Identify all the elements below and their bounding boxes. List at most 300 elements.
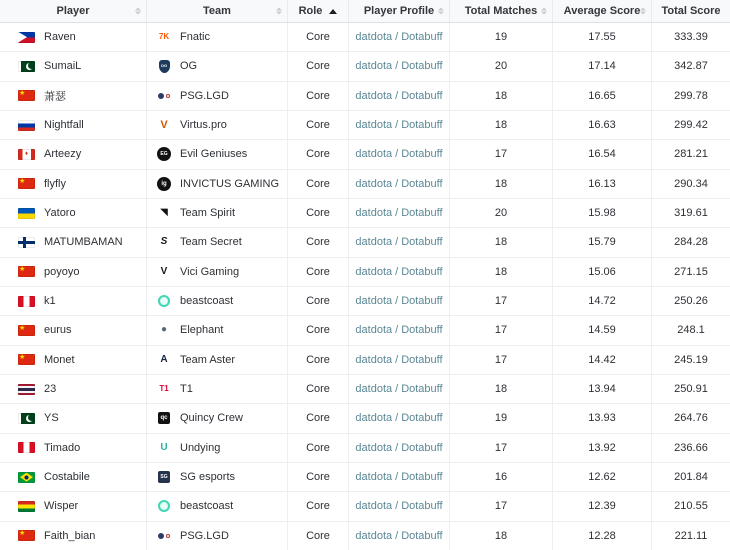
total-score-cell	[652, 316, 730, 344]
role-value: Core	[306, 60, 330, 73]
dotabuff-link[interactable]: Dotabuff	[401, 529, 443, 542]
link-separator: /	[395, 119, 399, 132]
average-score-cell	[553, 228, 652, 256]
total-matches-cell	[450, 82, 553, 110]
average-score-cell	[553, 111, 652, 139]
total-matches-value: 16	[494, 471, 508, 484]
player-cell	[0, 463, 147, 491]
team-cell	[147, 170, 288, 198]
player-profile-cell	[349, 492, 450, 520]
table-row	[0, 463, 730, 492]
total-score-value: 342.87	[674, 60, 708, 73]
link-separator: /	[395, 441, 399, 454]
datdota-link[interactable]: datdota	[355, 177, 393, 190]
total-matches-value: 19	[494, 31, 508, 44]
table-row	[0, 52, 730, 81]
flag-cn-icon: ★	[18, 178, 35, 189]
role-value: Core	[306, 471, 330, 484]
total-matches-cell	[450, 463, 553, 491]
team-name: SG esports	[180, 471, 236, 484]
flag-pk-icon	[18, 413, 35, 424]
flag-cn-icon: ★	[18, 354, 35, 365]
datdota-link[interactable]: datdota	[355, 353, 393, 366]
column-header-average-score[interactable]	[553, 0, 652, 22]
column-header-label: Average Score	[563, 5, 641, 17]
total-matches-value: 18	[494, 177, 508, 190]
team-logo-qc-icon: qc	[156, 410, 172, 426]
team-cell	[147, 463, 288, 491]
team-logo-ig-icon: ig	[156, 176, 172, 192]
total-matches-value: 17	[494, 148, 508, 161]
dotabuff-link[interactable]: Dotabuff	[401, 60, 443, 73]
datdota-link[interactable]: datdota	[355, 529, 393, 542]
average-score-cell	[553, 287, 652, 315]
table-body	[0, 23, 730, 550]
average-score-value: 12.39	[588, 500, 616, 513]
table-row	[0, 111, 730, 140]
team-cell	[147, 346, 288, 374]
dotabuff-link[interactable]: Dotabuff	[401, 148, 443, 161]
column-header-player[interactable]	[0, 0, 147, 22]
link-separator: /	[395, 89, 399, 102]
team-logo-elephant-icon: ●	[160, 324, 168, 336]
player-cell	[0, 199, 147, 227]
total-matches-value: 18	[494, 119, 508, 132]
average-score-cell	[553, 170, 652, 198]
average-score-cell	[553, 140, 652, 168]
player-profile-cell	[349, 140, 450, 168]
team-cell	[147, 434, 288, 462]
table-row	[0, 434, 730, 463]
team-name: Elephant	[180, 324, 224, 337]
flag-pk-icon	[18, 61, 35, 72]
role-value: Core	[306, 500, 330, 513]
team-name: Team Aster	[180, 353, 236, 366]
player-profile-cell	[349, 463, 450, 491]
team-logo-psglgd-icon	[156, 528, 172, 544]
average-score-value: 15.06	[588, 265, 616, 278]
link-separator: /	[395, 529, 399, 542]
team-name: PSG.LGD	[180, 529, 229, 542]
team-name: Undying	[180, 441, 221, 454]
total-score-cell	[652, 463, 730, 491]
role-cell	[288, 23, 349, 51]
role-value: Core	[306, 89, 330, 102]
flag-cn-icon: ★	[18, 530, 35, 541]
flag-ru-icon	[18, 120, 35, 131]
player-name: 23	[44, 383, 57, 396]
total-matches-cell	[450, 316, 553, 344]
total-score-cell	[652, 404, 730, 432]
datdota-link[interactable]: datdota	[355, 148, 393, 161]
player-cell	[0, 82, 147, 110]
team-logo-vici-icon: V	[160, 265, 168, 277]
player-name: Nightfall	[44, 119, 84, 132]
player-profile-cell	[349, 346, 450, 374]
link-separator: /	[395, 31, 399, 44]
total-score-value: 250.91	[674, 383, 708, 396]
average-score-cell	[553, 316, 652, 344]
player-profile-cell	[349, 170, 450, 198]
average-score-value: 16.63	[588, 119, 616, 132]
total-matches-cell	[450, 258, 553, 286]
sort-carets-icon	[135, 8, 141, 15]
dotabuff-link[interactable]: Dotabuff	[401, 89, 443, 102]
team-logo-fnatic-icon: 7K	[158, 32, 170, 42]
dotabuff-link[interactable]: Dotabuff	[401, 295, 443, 308]
datdota-link[interactable]: datdota	[355, 89, 393, 102]
role-cell	[288, 170, 349, 198]
datdota-link[interactable]: datdota	[355, 383, 393, 396]
role-cell	[288, 140, 349, 168]
player-name: eurus	[44, 324, 72, 337]
average-score-cell	[553, 375, 652, 403]
team-logo-beastcoast-icon	[156, 498, 172, 514]
total-matches-cell	[450, 228, 553, 256]
total-score-value: 333.39	[674, 31, 708, 44]
team-cell	[147, 23, 288, 51]
total-matches-value: 17	[494, 353, 508, 366]
player-profile-cell	[349, 316, 450, 344]
total-score-value: 281.21	[674, 148, 708, 161]
dotabuff-link[interactable]: Dotabuff	[401, 471, 443, 484]
average-score-value: 13.94	[588, 383, 616, 396]
average-score-value: 16.54	[588, 148, 616, 161]
player-name: Arteezy	[44, 148, 82, 161]
dotabuff-link[interactable]: Dotabuff	[401, 353, 443, 366]
team-cell	[147, 52, 288, 80]
total-score-cell	[652, 522, 730, 550]
player-cell	[0, 140, 147, 168]
total-score-value: 201.84	[674, 471, 708, 484]
total-matches-value: 20	[494, 60, 508, 73]
total-matches-cell	[450, 375, 553, 403]
total-matches-value: 17	[494, 500, 508, 513]
player-cell	[0, 522, 147, 550]
link-separator: /	[395, 471, 399, 484]
total-score-value: 299.42	[674, 119, 708, 132]
column-header-team[interactable]	[147, 0, 288, 22]
team-name: OG	[180, 60, 198, 73]
player-cell	[0, 404, 147, 432]
team-name: Virtus.pro	[180, 119, 227, 132]
team-logo-spirit-icon: ◥	[160, 207, 168, 219]
total-matches-cell	[450, 170, 553, 198]
role-value: Core	[306, 412, 330, 425]
total-score-cell	[652, 492, 730, 520]
role-value: Core	[306, 441, 330, 454]
team-cell	[147, 522, 288, 550]
team-name: beastcoast	[180, 295, 234, 308]
total-matches-cell	[450, 140, 553, 168]
role-cell	[288, 434, 349, 462]
average-score-cell	[553, 434, 652, 462]
team-cell	[147, 199, 288, 227]
total-matches-cell	[450, 199, 553, 227]
team-name: INVICTUS GAMING	[180, 177, 280, 190]
datdota-link[interactable]: datdota	[355, 295, 393, 308]
average-score-value: 12.28	[588, 529, 616, 542]
team-name: Team Secret	[180, 236, 242, 249]
flag-pe-icon	[18, 442, 35, 453]
player-cell	[0, 316, 147, 344]
dotabuff-link[interactable]: Dotabuff	[401, 441, 443, 454]
flag-cn-icon: ★	[18, 266, 35, 277]
team-cell	[147, 375, 288, 403]
total-matches-cell	[450, 287, 553, 315]
role-value: Core	[306, 529, 330, 542]
total-matches-value: 18	[494, 89, 508, 102]
team-name: Fnatic	[180, 31, 210, 44]
flag-ca-icon: ♦	[18, 149, 35, 160]
flag-ph-icon	[18, 32, 35, 43]
player-name: YS	[44, 412, 59, 425]
player-name: flyfly	[44, 177, 66, 190]
role-cell	[288, 404, 349, 432]
team-cell	[147, 316, 288, 344]
dotabuff-link[interactable]: Dotabuff	[401, 383, 443, 396]
role-value: Core	[306, 324, 330, 337]
player-profile-cell	[349, 228, 450, 256]
link-separator: /	[395, 207, 399, 220]
link-separator: /	[395, 60, 399, 73]
flag-fi-icon	[18, 237, 35, 248]
total-score-cell	[652, 375, 730, 403]
flag-bo-icon	[18, 501, 35, 512]
dotabuff-link[interactable]: Dotabuff	[401, 324, 443, 337]
datdota-link[interactable]: datdota	[355, 60, 393, 73]
datdota-link[interactable]: datdota	[355, 119, 393, 132]
player-profile-cell	[349, 23, 450, 51]
team-logo-undying-icon: U	[160, 441, 168, 453]
column-header-total-matches[interactable]	[450, 0, 553, 22]
total-score-cell	[652, 23, 730, 51]
player-profile-cell	[349, 52, 450, 80]
datdota-link[interactable]: datdota	[355, 265, 393, 278]
total-score-value: 250.26	[674, 295, 708, 308]
player-name: Faith_bian	[44, 529, 96, 542]
total-matches-cell	[450, 111, 553, 139]
role-value: Core	[306, 177, 330, 190]
player-profile-cell	[349, 434, 450, 462]
table-row	[0, 375, 730, 404]
column-header-label: Role	[298, 5, 323, 17]
role-cell	[288, 228, 349, 256]
team-name: beastcoast	[180, 500, 234, 513]
player-name: SumaiL	[44, 60, 82, 73]
role-cell	[288, 111, 349, 139]
table-header-row	[0, 0, 730, 23]
average-score-cell	[553, 52, 652, 80]
total-matches-cell	[450, 23, 553, 51]
role-value: Core	[306, 295, 330, 308]
table-row	[0, 199, 730, 228]
total-matches-cell	[450, 434, 553, 462]
team-cell	[147, 82, 288, 110]
total-score-cell	[652, 82, 730, 110]
total-matches-cell	[450, 492, 553, 520]
player-cell	[0, 111, 147, 139]
total-score-cell	[652, 199, 730, 227]
total-score-value: 245.19	[674, 353, 708, 366]
role-cell	[288, 82, 349, 110]
dotabuff-link[interactable]: Dotabuff	[401, 236, 443, 249]
player-cell	[0, 23, 147, 51]
link-separator: /	[395, 500, 399, 513]
average-score-cell	[553, 522, 652, 550]
player-profile-cell	[349, 287, 450, 315]
table-row	[0, 228, 730, 257]
total-matches-cell	[450, 404, 553, 432]
player-cell	[0, 434, 147, 462]
player-cell	[0, 346, 147, 374]
table-row	[0, 522, 730, 550]
table-row	[0, 170, 730, 199]
dotabuff-link[interactable]: Dotabuff	[401, 177, 443, 190]
role-value: Core	[306, 31, 330, 44]
column-header-player-profile[interactable]	[349, 0, 450, 22]
column-header-role[interactable]	[288, 0, 349, 22]
total-score-cell	[652, 228, 730, 256]
link-separator: /	[395, 295, 399, 308]
total-matches-value: 18	[494, 383, 508, 396]
dotabuff-link[interactable]: Dotabuff	[401, 207, 443, 220]
total-score-value: 290.34	[674, 177, 708, 190]
total-matches-cell	[450, 522, 553, 550]
team-cell	[147, 287, 288, 315]
player-name: Raven	[44, 31, 76, 44]
player-name: Yatoro	[44, 207, 76, 220]
total-score-value: 248.1	[677, 324, 705, 337]
role-value: Core	[306, 207, 330, 220]
total-matches-cell	[450, 346, 553, 374]
player-name: Wisper	[44, 500, 79, 513]
average-score-value: 13.92	[588, 441, 616, 454]
total-score-value: 319.61	[674, 207, 708, 220]
datdota-link[interactable]: datdota	[355, 500, 393, 513]
link-separator: /	[395, 353, 399, 366]
player-cell	[0, 258, 147, 286]
team-logo-eg-icon: EG	[156, 146, 172, 162]
total-score-value: 221.11	[674, 529, 708, 542]
link-separator: /	[395, 265, 399, 278]
role-value: Core	[306, 265, 330, 278]
team-logo-aster-icon: A	[160, 353, 168, 365]
player-name: Monet	[44, 353, 75, 366]
sort-carets-icon	[438, 8, 444, 15]
link-separator: /	[395, 383, 399, 396]
role-value: Core	[306, 353, 330, 366]
flag-cn-icon: ★	[18, 325, 35, 336]
team-cell	[147, 492, 288, 520]
player-profile-cell	[349, 111, 450, 139]
datdota-link[interactable]: datdota	[355, 31, 393, 44]
average-score-cell	[553, 346, 652, 374]
total-matches-value: 18	[494, 529, 508, 542]
team-logo-vp-icon: V	[160, 118, 168, 131]
team-logo-beastcoast-icon	[156, 293, 172, 309]
player-profile-cell	[349, 258, 450, 286]
sort-carets-icon	[276, 8, 282, 15]
total-matches-cell	[450, 52, 553, 80]
total-matches-value: 18	[494, 236, 508, 249]
total-matches-value: 17	[494, 441, 508, 454]
team-name: Vici Gaming	[180, 265, 240, 278]
datdota-link[interactable]: datdota	[355, 471, 393, 484]
average-score-cell	[553, 492, 652, 520]
column-header-label: Total Score	[661, 5, 721, 17]
total-score-cell	[652, 258, 730, 286]
column-header-total-score[interactable]	[652, 0, 730, 22]
column-header-label: Team	[203, 5, 231, 17]
total-score-value: 264.76	[674, 412, 708, 425]
player-cell	[0, 492, 147, 520]
flag-th-icon	[18, 384, 35, 395]
dotabuff-link[interactable]: Dotabuff	[401, 31, 443, 44]
average-score-value: 12.62	[588, 471, 616, 484]
role-value: Core	[306, 119, 330, 132]
datdota-link[interactable]: datdota	[355, 412, 393, 425]
dotabuff-link[interactable]: Dotabuff	[401, 265, 443, 278]
player-cell	[0, 52, 147, 80]
role-cell	[288, 375, 349, 403]
player-cell	[0, 170, 147, 198]
average-score-cell	[553, 82, 652, 110]
team-cell	[147, 404, 288, 432]
average-score-value: 14.72	[588, 295, 616, 308]
team-name: Evil Geniuses	[180, 148, 248, 161]
table-row	[0, 140, 730, 169]
sort-ascending-icon	[329, 9, 337, 14]
table-row	[0, 82, 730, 111]
player-profile-cell	[349, 199, 450, 227]
player-profile-cell	[349, 82, 450, 110]
dotabuff-link[interactable]: Dotabuff	[401, 412, 443, 425]
column-header-label: Total Matches	[464, 5, 538, 17]
dotabuff-link[interactable]: Dotabuff	[401, 500, 443, 513]
team-name: PSG.LGD	[180, 89, 229, 102]
column-header-label: Player	[56, 5, 90, 17]
flag-cn-icon: ★	[18, 90, 35, 101]
total-score-value: 271.15	[674, 265, 708, 278]
total-matches-value: 17	[494, 324, 508, 337]
datdota-link[interactable]: datdota	[355, 324, 393, 337]
role-cell	[288, 287, 349, 315]
average-score-cell	[553, 404, 652, 432]
datdota-link[interactable]: datdota	[355, 207, 393, 220]
dotabuff-link[interactable]: Dotabuff	[401, 119, 443, 132]
player-cell	[0, 228, 147, 256]
datdota-link[interactable]: datdota	[355, 236, 393, 249]
table-row	[0, 346, 730, 375]
table-row	[0, 404, 730, 433]
total-score-cell	[652, 140, 730, 168]
total-score-cell	[652, 346, 730, 374]
total-score-value: 236.66	[674, 441, 708, 454]
average-score-value: 14.42	[588, 353, 616, 366]
role-cell	[288, 522, 349, 550]
average-score-value: 16.13	[588, 177, 616, 190]
player-name: poyoyo	[44, 265, 80, 278]
player-profile-cell	[349, 404, 450, 432]
team-logo-og-icon: OG	[156, 58, 172, 74]
table-row	[0, 492, 730, 521]
role-cell	[288, 199, 349, 227]
average-score-cell	[553, 463, 652, 491]
role-value: Core	[306, 148, 330, 161]
role-cell	[288, 346, 349, 374]
datdota-link[interactable]: datdota	[355, 441, 393, 454]
